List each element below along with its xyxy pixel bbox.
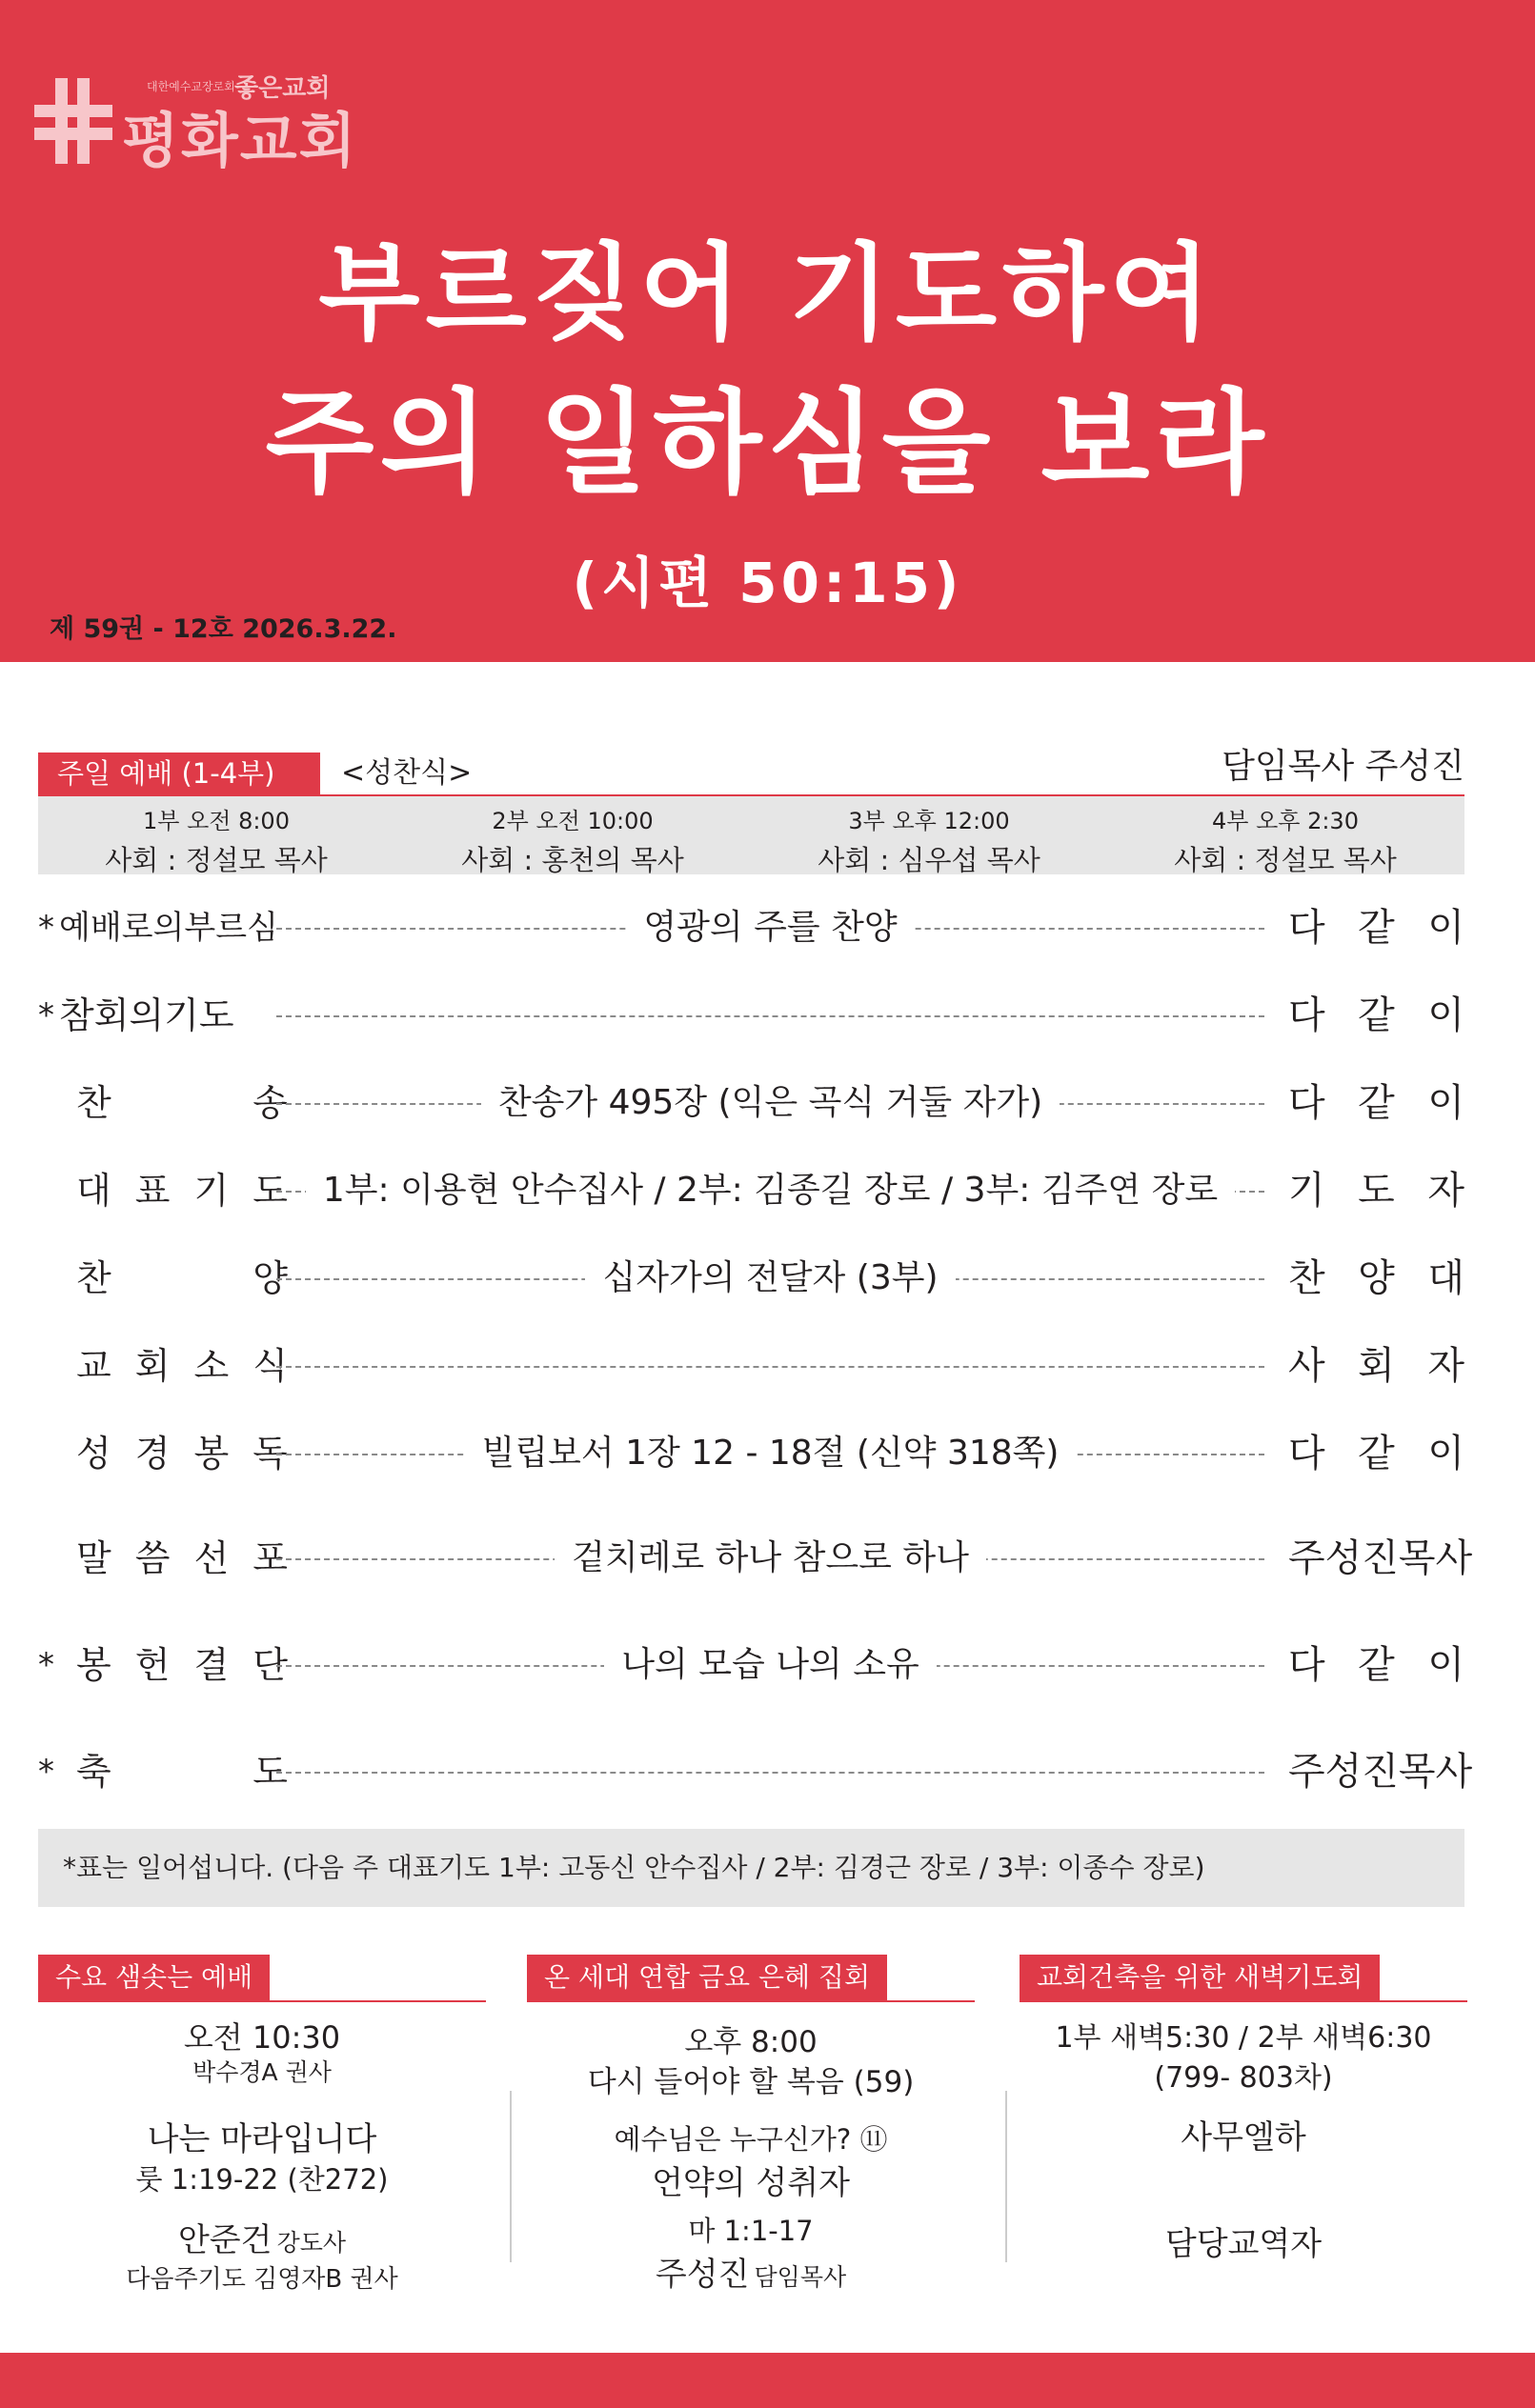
order-row [38,1743,1473,1800]
dawn-time: 1부 새벽5:30 / 2부 새벽6:30 [1055,2021,1432,2055]
friday-question: 예수님은 누구신가? ⑪ [614,2123,888,2156]
order-label: 대 표 기 도 [76,1170,288,1212]
order-row [38,987,1464,1044]
service-2 [394,802,751,878]
order-row [38,1337,1464,1395]
order-row [38,1250,1464,1307]
preacher-name: 안준건 [177,2221,273,2259]
logo-good-church: 좋은교회 [234,74,331,103]
order-content: 영광의 주를 찬양 [626,908,914,947]
order-leader: 주성진목사 [1288,1536,1473,1580]
service-time: 1부 오전 8:00 [143,808,290,834]
order-content: 빌립보서 1장 12 - 18절 (신약 318쪽) [465,1434,1077,1473]
order-leader: 다 같 이 [1288,1432,1464,1475]
order-label: 교 회 소 식 [76,1345,288,1387]
box-divider [38,2000,486,2002]
denomination-text: 대한예수교장로회 [147,80,235,93]
dawn-leader: 담당교역자 [1164,2225,1323,2263]
order-label: 예배로의부르심 [59,909,278,947]
headline-line1: 부르짖어 기도하여 [318,232,1217,354]
friday-title: 언약의 성취자 [652,2164,850,2202]
standing-notice: *표는 일어섭니다. (다음 주 대표기도 1부: 고동신 안수집사 / 2부: 김경근 장로 / 3부: 이종수 장로) [38,1829,1464,1907]
order-row [38,1530,1473,1587]
leader-dots [276,1015,1264,1017]
order-label: 찬 송 [76,1082,288,1124]
headline-line2: 주의 일하심을 보라 [265,377,1270,509]
column-divider [1005,2091,1007,2262]
order-content: 1부: 이용현 안수집사 / 2부: 김종길 장로 / 3부: 김주연 장로 [306,1171,1235,1210]
dawn-book: 사무엘하 [1181,2118,1306,2157]
friday-scripture: 마 1:1-17 [688,2215,814,2247]
order-row [38,1074,1464,1132]
wednesday-title: 나는 마라입니다 [147,2120,377,2158]
order-content: 겉치레로 하나 참으로 하나 [555,1538,986,1577]
wednesday-time: 오전 10:30 [183,2019,341,2056]
dawn-count: (799- 803차) [1154,2061,1333,2095]
order-content: 찬송가 495장 (익은 곡식 거둘 자가) [481,1083,1060,1122]
service-host: 사회 : 정설모 목사 [105,844,328,876]
order-row [38,1636,1464,1694]
stand-mark: * [38,1753,54,1791]
order-leader: 사 회 자 [1288,1344,1464,1388]
service-host: 사회 : 홍천의 목사 [461,844,684,876]
service-times [38,796,1464,874]
wednesday-scripture: 룻 1:19-22 (찬272) [135,2163,389,2196]
order-label: 축 도 [76,1751,288,1793]
stand-mark: * [38,1646,54,1684]
cross-icon [34,78,112,164]
wednesday-preacher [38,2214,486,2260]
order-leader: 기 도 자 [1288,1169,1464,1213]
service-4 [1107,802,1464,878]
order-label: 성 경 봉 독 [76,1433,288,1475]
order-row [38,1162,1464,1219]
box-divider [527,2000,975,2002]
service-host: 사회 : 정설모 목사 [1174,844,1397,876]
stand-mark: * [38,909,54,947]
order-row [38,899,1464,956]
friday-time: 오후 8:00 [684,2025,818,2059]
order-content: 나의 모습 나의 소유 [604,1645,937,1684]
service-3 [751,802,1107,878]
order-label: 참회의기도 [59,994,234,1036]
preacher-role: 담임목사 [754,2263,847,2291]
order-label: 찬 양 [76,1257,288,1299]
church-logo [34,67,358,175]
worship-tag: 주일 예배 (1-4부) [38,752,320,794]
wednesday-leader: 박수경A 권사 [192,2058,332,2086]
order-content: 십자가의 전달자 (3부) [585,1258,955,1297]
box-divider [1020,2000,1467,2002]
friday-tag: 온 세대 연합 금요 은혜 집회 [527,1955,887,2000]
sacrament-label: <성찬식> [341,756,473,790]
friday-preacher [527,2248,975,2295]
logo-church-name: 평화교회 [122,106,358,175]
column-divider [510,2091,512,2262]
leader-dots [276,1366,1264,1368]
service-time: 4부 오후 2:30 [1212,808,1359,834]
order-label: 봉 헌 결 단 [76,1644,288,1686]
preacher-role: 강도사 [276,2229,347,2257]
issue-number: 제 59권 - 12호 2026.3.22. [50,614,397,644]
dawn-tag: 교회건축을 위한 새벽기도회 [1020,1955,1380,2000]
service-time: 3부 오후 12:00 [848,808,1010,834]
wednesday-next-prayer: 다음주기도 김영자B 권사 [126,2265,398,2294]
stand-mark: * [38,996,54,1034]
footer-bar [0,2353,1535,2408]
header-banner [0,0,1535,662]
headline-verse: (시편 50:15) [572,551,963,615]
order-leader: 다 같 이 [1288,993,1464,1037]
order-leader: 찬 양 대 [1288,1256,1464,1300]
order-leader: 다 같 이 [1288,1643,1464,1687]
order-leader: 다 같 이 [1288,906,1464,950]
preacher-name: 주성진 [655,2256,750,2294]
friday-series: 다시 들어야 할 복음 (59) [587,2065,915,2099]
wednesday-tag: 수요 샘솟는 예배 [38,1955,270,2000]
leader-dots [276,1772,1264,1774]
service-1 [38,802,394,878]
service-host: 사회 : 심우섭 목사 [818,844,1040,876]
order-label: 말 씀 선 포 [76,1537,288,1579]
senior-pastor: 담임목사 주성진 [1222,747,1464,786]
order-leader: 주성진목사 [1288,1750,1473,1794]
order-row [38,1425,1464,1482]
order-leader: 다 같 이 [1288,1081,1464,1125]
service-time: 2부 오전 10:00 [492,808,654,834]
